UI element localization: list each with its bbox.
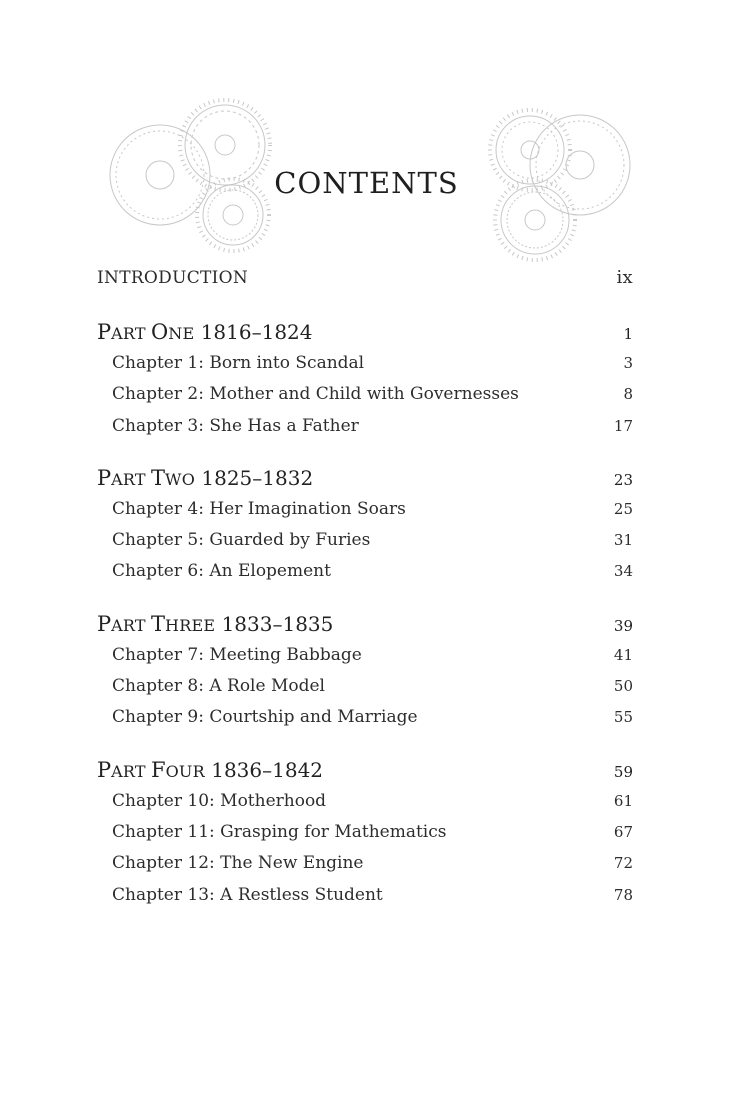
table-of-contents — [97, 262, 633, 911]
chapter-label: Chapter 11: Grasping for Mathematics — [112, 821, 447, 842]
part-page: 1 — [623, 325, 633, 343]
chapter-entry[interactable] — [97, 348, 633, 379]
part-page: 39 — [613, 616, 633, 635]
chapter-page: 61 — [613, 791, 633, 810]
chapter-label: Chapter 6: An Elopement — [112, 561, 331, 582]
introduction-label: INTRODUCTION — [97, 268, 249, 288]
part-page: 23 — [613, 470, 633, 489]
chapter-page: 72 — [613, 854, 633, 873]
chapter-entry[interactable] — [97, 640, 633, 671]
chapter-label: Chapter 10: Motherhood — [112, 790, 327, 811]
chapter-entry[interactable] — [97, 786, 633, 817]
chapter-label: Chapter 12: The New Engine — [112, 853, 364, 874]
chapter-page: 50 — [613, 677, 633, 696]
introduction-page: ix — [616, 267, 633, 288]
chapter-page: 41 — [613, 645, 633, 664]
part-block — [97, 754, 633, 911]
chapter-entry[interactable] — [97, 411, 633, 442]
chapter-entry[interactable] — [97, 702, 633, 733]
page-title: CONTENTS — [274, 166, 459, 200]
chapter-label: Chapter 5: Guarded by Furies — [112, 530, 371, 551]
toc-entry-introduction[interactable] — [97, 262, 633, 294]
part-block — [97, 316, 633, 442]
part-title: PART THREE 1833–1835 — [97, 611, 334, 636]
chapter-entry[interactable] — [97, 848, 633, 879]
chapter-label: Chapter 8: A Role Model — [112, 676, 325, 697]
part-page: 59 — [613, 762, 633, 781]
chapter-page: 31 — [613, 531, 633, 550]
chapter-entry[interactable] — [97, 494, 633, 525]
part-title: PART FOUR 1836–1842 — [97, 757, 324, 782]
chapter-entry[interactable] — [97, 817, 633, 848]
part-title: PART TWO 1825–1832 — [97, 465, 314, 490]
chapter-page: 78 — [613, 885, 633, 904]
chapter-page: 34 — [613, 562, 633, 581]
chapter-label: Chapter 9: Courtship and Marriage — [112, 707, 418, 728]
chapter-page: 8 — [623, 385, 633, 404]
chapter-label: Chapter 3: She Has a Father — [112, 415, 359, 436]
chapter-label: Chapter 1: Born into Scandal — [112, 353, 365, 373]
part-heading[interactable] — [97, 608, 633, 640]
chapter-label: Chapter 4: Her Imagination Soars — [112, 498, 406, 519]
part-heading[interactable] — [97, 462, 633, 494]
chapter-page: 55 — [613, 708, 633, 727]
chapter-entry[interactable] — [97, 880, 633, 911]
chapter-page: 67 — [613, 822, 633, 841]
chapter-label: Chapter 2: Mother and Child with Governesses — [112, 384, 519, 405]
part-block — [97, 608, 633, 734]
chapter-page: 3 — [623, 354, 633, 372]
chapter-label: Chapter 7: Meeting Babbage — [112, 644, 362, 665]
part-heading[interactable] — [97, 316, 633, 348]
part-block — [97, 462, 633, 588]
chapter-label: Chapter 13: A Restless Student — [112, 884, 383, 905]
chapter-page: 25 — [613, 499, 633, 518]
chapter-entry[interactable] — [97, 525, 633, 556]
chapter-page: 17 — [613, 416, 633, 435]
chapter-entry[interactable] — [97, 556, 633, 587]
part-heading[interactable] — [97, 754, 633, 786]
chapter-entry[interactable] — [97, 379, 633, 410]
part-title: PART ONE 1816–1824 — [97, 320, 313, 344]
chapter-entry[interactable] — [97, 671, 633, 702]
